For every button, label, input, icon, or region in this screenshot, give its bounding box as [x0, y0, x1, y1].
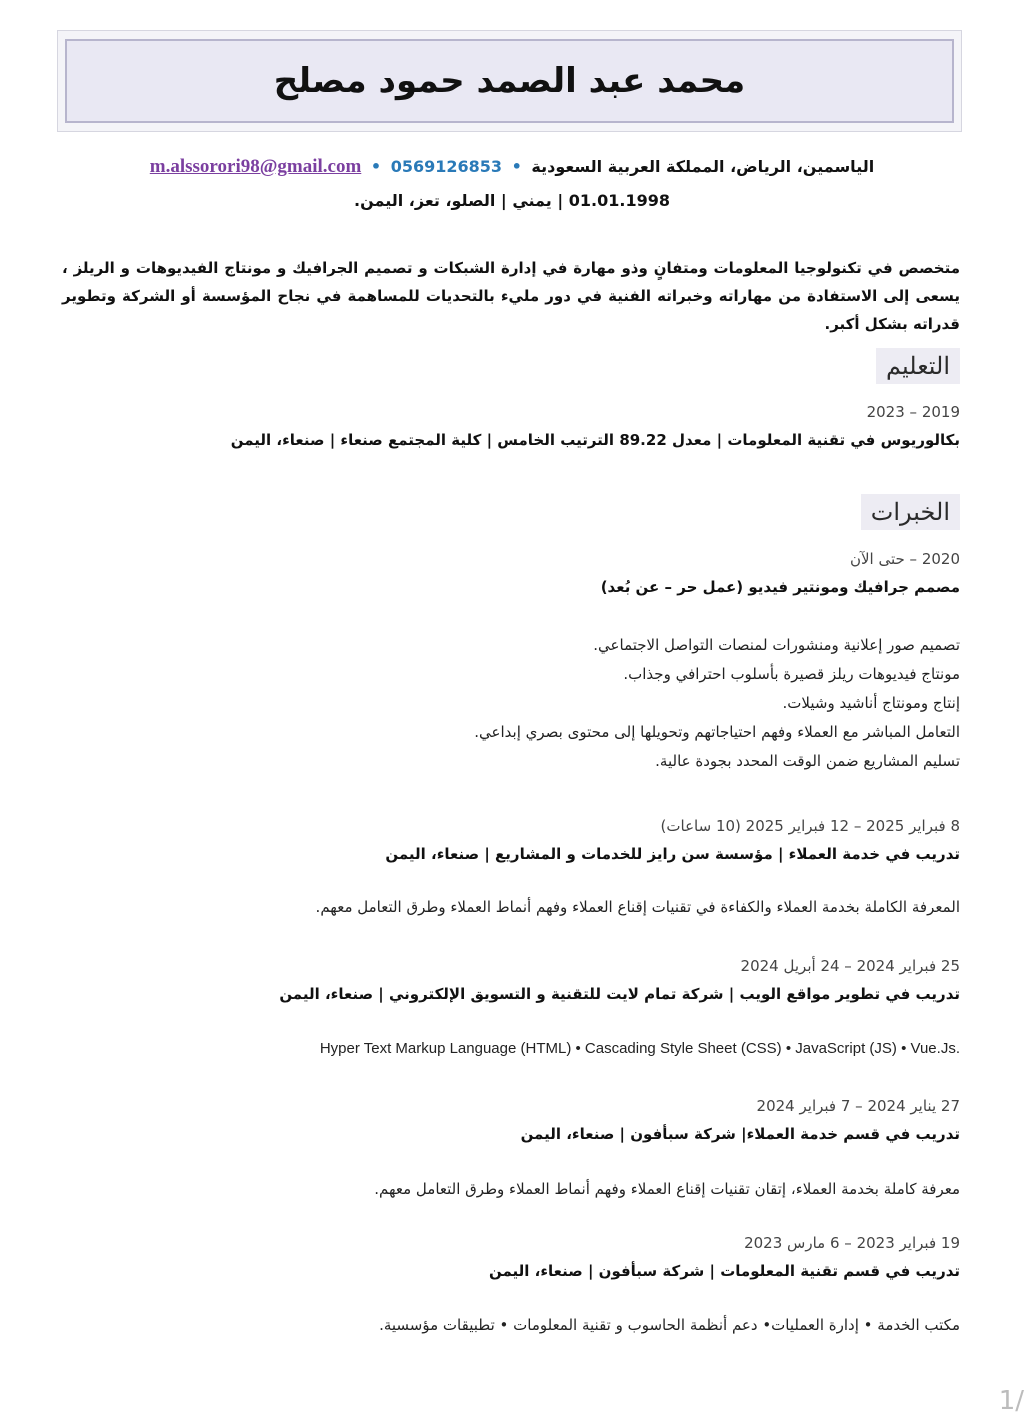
experience-title: مصمم جرافيك ومونتير فيديو (عمل حر – عن بُعد)	[600, 578, 960, 596]
experience-description: معرفة كاملة بخدمة العملاء، إتقان تقنيات إقناع العملاء وفهم أنماط العملاء وطرق التعامل معهم.	[374, 1180, 960, 1198]
page-number: 1/	[998, 1386, 1024, 1416]
experience-date: 19 فبراير 2023 – 6 مارس 2023	[744, 1234, 960, 1252]
professional-summary: متخصص في تكنولوجيا المعلومات ومتفانٍ وذو مهارة في إدارة الشبكات و تصميم الجرافيك و مونتاج الفيديوهات و الريلز ، يسعى إلى الاستفادة من مهاراته وخبراته الفنية في دور مليء بالتحديات للمساهمة في نجاح المؤسسة أو الشركة وتطوير قدراته بشكل أكبر.	[62, 259, 960, 333]
experience-date: 2020 – حتى الآن	[849, 550, 960, 568]
full-name: محمد عبد الصمد حمود مصلح	[273, 61, 746, 101]
name-banner-inner	[65, 39, 954, 123]
bullet-separator: •	[511, 157, 522, 176]
experience-description: مكتب الخدمة • إدارة العمليات• دعم أنظمة الحاسوب و تقنية المعلومات • تطبيقات مؤسسية.	[379, 1316, 960, 1334]
education-heading: التعليم	[876, 348, 960, 384]
bullet-separator: •	[370, 157, 382, 176]
experience-title: تدريب في تطوير مواقع الويب | شركة تمام لايت للتقنية و التسويق الإلكتروني | صنعاء، اليمن	[279, 985, 960, 1003]
experience-date: 27 يناير 2024 – 7 فبراير 2024	[756, 1097, 960, 1115]
experience-bullet: مونتاج فيديوهات ريلز قصيرة بأسلوب احترافي وجذاب.	[623, 665, 960, 683]
experience-bullet: إنتاج ومونتاج أناشيد وشيلات.	[782, 694, 960, 712]
experience-title: تدريب في خدمة العملاء | مؤسسة سن رايز للخدمات و المشاريع | صنعاء، اليمن	[385, 845, 960, 863]
personal-info-line: 01.01.1998 | يمني | الصلو، تعز، اليمن.	[354, 191, 670, 210]
email-link[interactable]: m.alssorori98@gmail.com	[149, 156, 362, 177]
experience-bullet: تصميم صور إعلانية ومنشورات لمنصات التواصل الاجتماعي.	[593, 636, 960, 654]
experience-description: المعرفة الكاملة بخدمة العملاء والكفاءة في تقنيات إقناع العملاء وفهم أنماط العملاء وطرق التعامل معهم.	[315, 898, 960, 916]
experience-bullet: التعامل المباشر مع العملاء وفهم احتياجاتهم وتحويلها إلى محتوى بصري إبداعي.	[474, 723, 960, 741]
address-text: الياسمين، الرياض، المملكة العربية السعودية	[531, 157, 875, 176]
education-date: 2019 – 2023	[866, 403, 960, 421]
experience-date: 8 فبراير 2025 – 12 فبراير 2025 (10 ساعات)	[660, 817, 960, 835]
name-banner	[57, 30, 962, 132]
experience-title: تدريب في قسم خدمة العملاء| شركة سبأفون | صنعاء، اليمن	[520, 1125, 960, 1143]
experience-description: Hyper Text Markup Language (HTML) • Cascading Style Sheet (CSS) • JavaScript (JS) • Vue.Js.	[319, 1040, 960, 1057]
education-title: بكالوريوس في تقنية المعلومات | معدل 89.22 الترتيب الخامس | كلية المجتمع صنعاء | صنعاء، اليمن	[230, 431, 960, 449]
experience-bullet: تسليم المشاريع ضمن الوقت المحدد بجودة عالية.	[655, 752, 960, 770]
phone-number[interactable]: 0569126853	[390, 157, 503, 176]
experience-title: تدريب في قسم تقنية المعلومات | شركة سبأفون | صنعاء، اليمن	[488, 1262, 960, 1280]
experience-heading: الخبرات	[861, 494, 960, 530]
experience-date: 25 فبراير 2024 – 24 أبريل 2024	[740, 957, 960, 975]
contact-line	[60, 156, 964, 178]
